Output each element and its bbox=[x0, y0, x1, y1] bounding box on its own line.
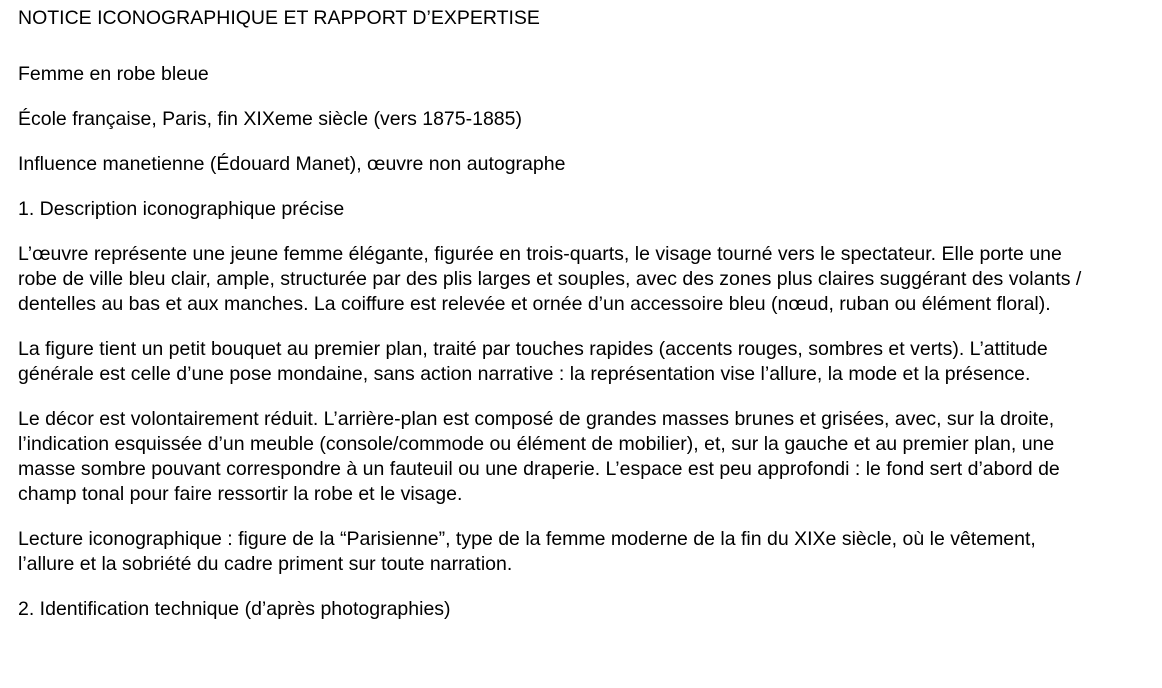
paragraph-description-2: La figure tient un petit bouquet au premier plan, traité par touches rapides (accents rouges, sombres et verts). L’attitude générale est celle d’une pose mondaine, sans action narrative : la représentation vise l’allure, la mode et la présence. bbox=[18, 338, 1048, 385]
artwork-school: École française, Paris, fin XIXeme siècle (vers 1875-1885) bbox=[18, 108, 522, 130]
paragraph-description-3: Le décor est volontairement réduit. L’arrière-plan est composé de grandes masses brunes et grisées, avec, sur la droite, l’indication esquissée d’un meuble (console/commode ou élément de mobilier), et, sur la gauche et au premier plan, une masse sombre pouvant correspondre à un fauteuil ou une draperie. L’espace est peu approfondi : le fond sert d’abord de champ tonal pour faire ressortir la robe et le visage. bbox=[18, 408, 1060, 505]
paragraph-description-4: Lecture iconographique : figure de la “Parisienne”, type de la femme moderne de la fin du XIXe siècle, où le vêtement, l’allure et la sobriété du cadre priment sur toute narration. bbox=[18, 528, 1036, 575]
artwork-influence: Influence manetienne (Édouard Manet), œuvre non autographe bbox=[18, 153, 566, 175]
artwork-title: Femme en robe bleue bbox=[18, 63, 209, 85]
section-heading-1: 1. Description iconographique précise bbox=[18, 198, 345, 220]
document-title: NOTICE ICONOGRAPHIQUE ET RAPPORT D’EXPERTISE bbox=[18, 7, 540, 29]
paragraph-description-1: L’œuvre représente une jeune femme élégante, figurée en trois-quarts, le visage tourné vers le spectateur. Elle porte une robe de ville bleu clair, ample, structurée par des plis larges et souples, avec des zones plus claires suggérant des volants / dentelles au bas et aux manches. La coiffure est relevée et ornée d’un accessoire bleu (nœud, ruban ou élément floral). bbox=[18, 243, 1082, 315]
section-heading-2: 2. Identification technique (d’après photographies) bbox=[18, 598, 451, 620]
